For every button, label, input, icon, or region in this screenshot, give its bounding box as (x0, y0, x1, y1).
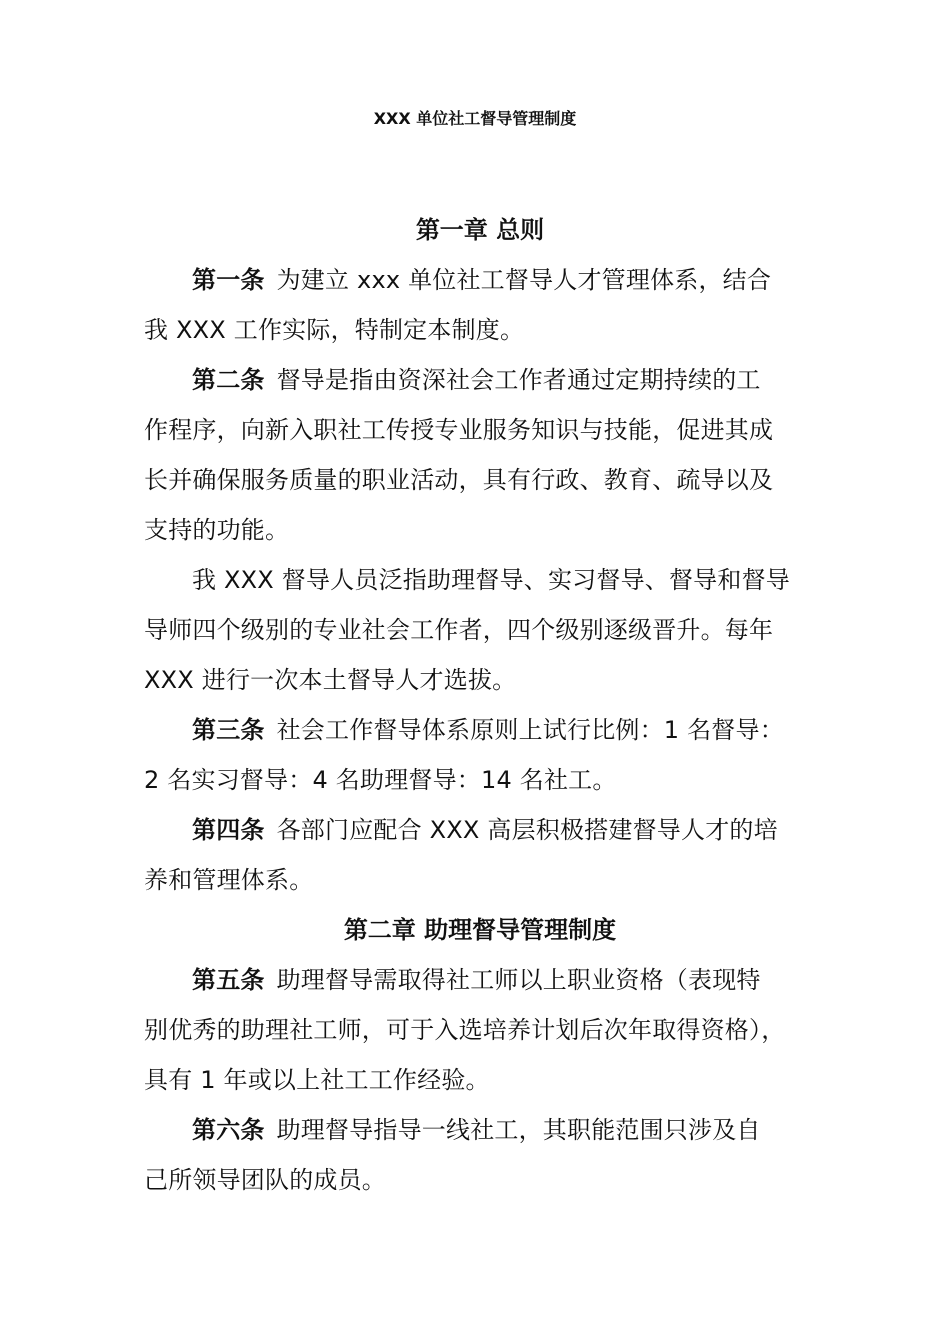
article-1-line-1 (144, 255, 816, 305)
article-5-line-2: 别优秀的助理社工师，可于入选培养计划后次年取得资格）， (144, 1016, 786, 1044)
paragraph-line-3: XXX 进行一次本土督导人才选拔。 (144, 666, 517, 694)
article-3-line-1 (144, 705, 816, 755)
article-4-text: 各部门应配合 XXX 高层积极搭建督导人才的培 (276, 816, 778, 844)
document-body (144, 205, 816, 1205)
article-1-line-2: 我 XXX 工作实际，特制定本制度。 (144, 316, 525, 344)
article-5-label: 第五条 (192, 966, 265, 994)
article-2-label: 第二条 (192, 366, 265, 394)
article-6-text: 助理督导指导一线社工，其职能范围只涉及自 (276, 1116, 761, 1144)
article-3-text: 社会工作督导体系原则上试行比例：1 名督导： (276, 716, 784, 744)
article-2-line-4: 支持的功能。 (144, 516, 290, 544)
article-6-label: 第六条 (192, 1116, 265, 1144)
article-2-text: 督导是指由资深社会工作者通过定期持续的工 (276, 366, 761, 394)
article-5-line-1 (144, 955, 816, 1005)
paragraph-line-2: 导师四个级别的专业社会工作者，四个级别逐级晋升。每年 (144, 616, 774, 644)
chapter-1-heading: 第一章 总则 (415, 216, 545, 244)
article-3-label: 第三条 (192, 716, 265, 744)
article-6-line-1 (144, 1105, 816, 1155)
article-4-line-2: 养和管理体系。 (144, 866, 314, 894)
article-2-line-2: 作程序，向新入职社工传授专业服务知识与技能，促进其成 (144, 416, 774, 444)
article-2-line-1 (144, 355, 816, 405)
article-5-text: 助理督导需取得社工师以上职业资格（表现特 (276, 966, 761, 994)
article-5-line-3: 具有 1 年或以上社工工作经验。 (144, 1066, 490, 1094)
article-2-line-3: 长并确保服务质量的职业活动，具有行政、教育、疏导以及 (144, 466, 774, 494)
document-title: XXX 单位社工督导管理制度 (373, 109, 577, 128)
chapter-2-heading: 第二章 助理督导管理制度 (343, 916, 617, 944)
article-6-line-2: 己所领导团队的成员。 (144, 1166, 386, 1194)
article-4-line-1 (144, 805, 816, 855)
article-1-label: 第一条 (192, 266, 265, 294)
article-3-line-2: 2 名实习督导：4 名助理督导：14 名社工。 (144, 766, 617, 794)
article-1-text: 为建立 xxx 单位社工督导人才管理体系，结合 (276, 266, 772, 294)
paragraph-line-1: 我 XXX 督导人员泛指助理督导、实习督导、督导和督导 (192, 566, 790, 594)
article-4-label: 第四条 (192, 816, 265, 844)
